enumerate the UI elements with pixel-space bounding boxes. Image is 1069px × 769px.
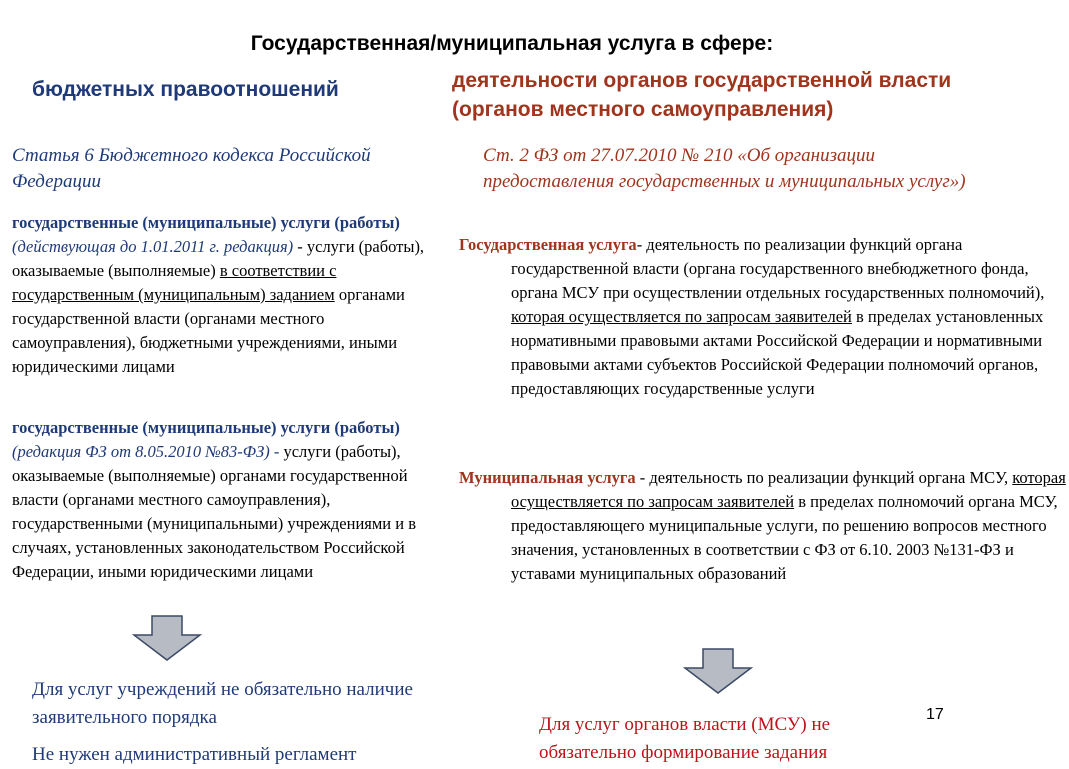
left-def1-term: государственные (муниципальные) услуги (работы) — [12, 213, 400, 232]
left-conclusion-1: Для услуг учреждений не обязательно наличие заявительного порядка — [32, 679, 413, 728]
right-def1-term: Государственная услуга — [459, 235, 637, 254]
right-def2-term: Муниципальная услуга — [459, 468, 636, 487]
right-def1-text-b: в пределах установленных нормативными правовыми актами Российской Федерации и нормативными правовыми актами субъектов Российской Федерации полномочий органов, предоставляющих государственные услуги — [511, 307, 1044, 398]
left-definition-1 — [12, 211, 442, 379]
right-source: Ст. 2 ФЗ от 27.07.2010 № 210 «Об организации предоставления государственных и муниципальных услуг») — [483, 145, 966, 192]
left-def1-text-a: - услуги (работы), оказываемые (выполняемые) — [12, 237, 425, 280]
right-def1-text-underlined: которая осуществляется по запросам заявителей — [511, 307, 852, 326]
left-def2-note: (редакция ФЗ от 8.05.2010 №83-ФЗ) - — [12, 442, 280, 461]
right-def2-text-a: - деятельность по реализации функций органа МСУ, — [635, 468, 1013, 487]
left-def1-text-b: органами государственной власти (органами местного самоуправления), бюджетными учреждениями, иными юридическими лицами — [12, 285, 405, 376]
left-def2-text: услуги (работы), оказываемые (выполняемые) органами государственной власти (органами местного самоуправления), государственными (муниципальными) учреждениями и в случаях, установленных законодательством Российской Федерации, иными юридическими лицами — [12, 442, 417, 581]
right-heading: деятельности органов государственной власти (органов местного самоуправления) — [452, 69, 952, 121]
left-conclusion-2: Не нужен административный регламент — [32, 744, 357, 765]
left-def2-term: государственные (муниципальные) услуги (работы) — [12, 418, 400, 437]
left-source: Статья 6 Бюджетного кодекса Российской Федерации — [12, 145, 371, 192]
left-def1-text-underlined: в соответствии с государственным (муниципальным) заданием — [12, 261, 337, 304]
down-arrow-icon — [132, 615, 202, 661]
right-conclusion: Для услуг органов власти (МСУ) не обязательно формирование задания — [539, 714, 831, 763]
left-definition-2 — [12, 416, 442, 584]
page-number: 17 — [926, 706, 944, 723]
down-arrow-icon — [683, 648, 753, 694]
slide-title: Государственная/муниципальная услуга в сфере: — [250, 32, 774, 55]
right-definition-1 — [459, 233, 1069, 401]
right-def2-text-underlined: которая осуществляется по запросам заявителей — [511, 468, 1066, 511]
right-definition-2 — [459, 466, 1069, 586]
left-heading: бюджетных правоотношений — [32, 78, 339, 101]
right-def1-text-a: - деятельность по реализации функций органа государственной власти (органа государственного внебюджетного фонда, органа МСУ при осуществлении отдельных государственных полномочий), — [511, 235, 1045, 302]
left-def1-note: (действующая до 1.01.2011 г. редакция) — [12, 237, 294, 256]
right-def2-text-b: в пределах полномочий органа МСУ, предоставляющего муниципальные услуги, по решению вопросов местного значения, установленных в соответствии с ФЗ от 6.10. 2003 №131-ФЗ и уставами муниципальных образований — [511, 492, 1058, 583]
